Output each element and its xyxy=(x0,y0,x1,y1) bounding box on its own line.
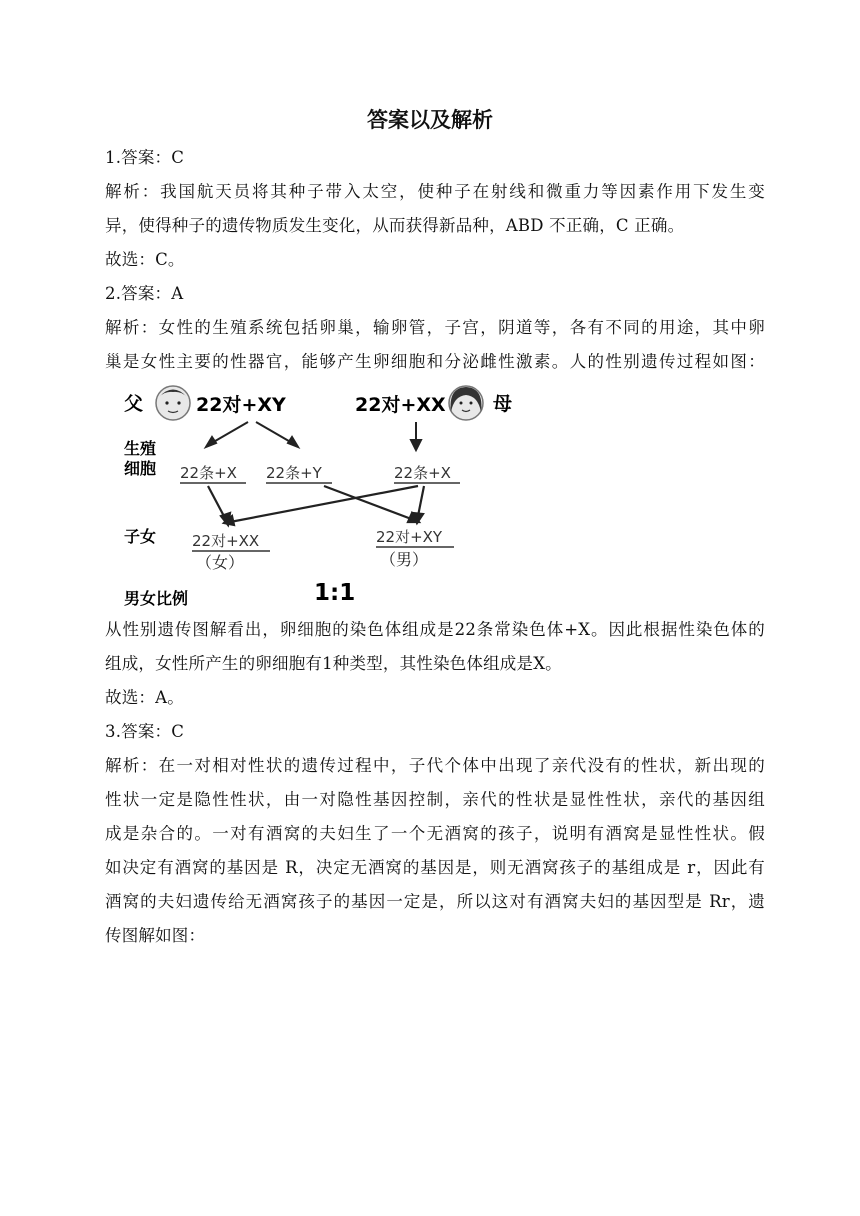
q2-analysis-line-1: 解析：女性的生殖系统包括卵巢，输卵管，子宫，阴道等，各有不同的用途，其中卵 xyxy=(105,318,765,337)
q1-choice: 故选：C。 xyxy=(105,250,185,269)
q1-answer: 1.答案：C xyxy=(105,148,185,167)
q2-choice: 故选：A。 xyxy=(105,688,184,707)
germ-cell-label-line-2: 细胞 xyxy=(124,459,157,478)
q3-analysis-line-4: 如决定有酒窝的基因是 R，决定无酒窝的基因是，则无酒窝孩子的基组成是 r，因此有 xyxy=(105,858,765,877)
page-title: 答案以及解析 xyxy=(367,108,493,132)
son-genotype: 22对+XY xyxy=(376,528,443,546)
q2-answer: 2.答案：A xyxy=(105,284,184,303)
q3-analysis-line-3: 成是杂合的。一对有酒窝的夫妇生了一个无酒窝的孩子，说明有酒窝是显性性状。假 xyxy=(105,824,765,843)
q3-analysis-line-1: 解析：在一对相对性状的遗传过程中，子代个体中出现了亲代没有的性状，新出现的 xyxy=(105,756,765,775)
mother-label: 母 xyxy=(493,393,513,415)
q2-after-diagram-line-1: 从性别遗传图解看出，卵细胞的染色体组成是22条常染色体+X。因此根据性染色体的 xyxy=(105,620,765,639)
father-avatar-icon xyxy=(156,386,190,420)
fertilization-arrows xyxy=(208,486,424,525)
mother-avatar-icon xyxy=(449,386,483,420)
ratio-label: 男女比例 xyxy=(124,589,189,608)
sex-inheritance-diagram xyxy=(118,382,538,614)
q2-after-diagram-line-2: 组成，女性所产生的卵细胞有1种类型，其性染色体组成是X。 xyxy=(105,654,562,673)
offspring-label: 子女 xyxy=(124,527,157,546)
son-sex: （男） xyxy=(380,550,429,569)
father-genotype: 22对+XY xyxy=(196,394,286,416)
q2-analysis-line-2: 巢是女性主要的性器官，能够产生卵细胞和分泌雌性激素。人的性别遗传过程如图： xyxy=(105,352,765,371)
daughter-genotype: 22对+XX xyxy=(192,532,260,550)
q3-analysis-line-6: 传图解如图： xyxy=(105,926,206,945)
q1-analysis-line-1: 解析：我国航天员将其种子带入太空，使种子在射线和微重力等因素作用下发生变 xyxy=(105,182,765,201)
germ-cell-label-line-1: 生殖 xyxy=(124,439,157,458)
q3-analysis-line-2: 性状一定是隐性性状，由一对隐性基因控制，亲代的性状是显性性状，亲代的基因组 xyxy=(105,790,765,809)
daughter-sex: （女） xyxy=(196,553,245,572)
egg-x: 22条+X xyxy=(394,464,451,482)
father-label: 父 xyxy=(124,393,144,415)
q3-answer: 3.答案：C xyxy=(105,722,185,741)
father-split-arrows xyxy=(206,422,421,450)
ratio-value: 1:1 xyxy=(314,580,356,606)
q3-analysis-line-5: 酒窝的夫妇遗传给无酒窝孩子的基因一定是，所以这对有酒窝夫妇的基因型是 Rr，遗 xyxy=(105,892,765,911)
sperm-x: 22条+X xyxy=(180,464,237,482)
mother-genotype: 22对+XX xyxy=(355,394,446,416)
q1-analysis-line-2: 异，使得种子的遗传物质发生变化，从而获得新品种，ABD 不正确，C 正确。 xyxy=(105,216,685,235)
sperm-y: 22条+Y xyxy=(266,464,322,482)
